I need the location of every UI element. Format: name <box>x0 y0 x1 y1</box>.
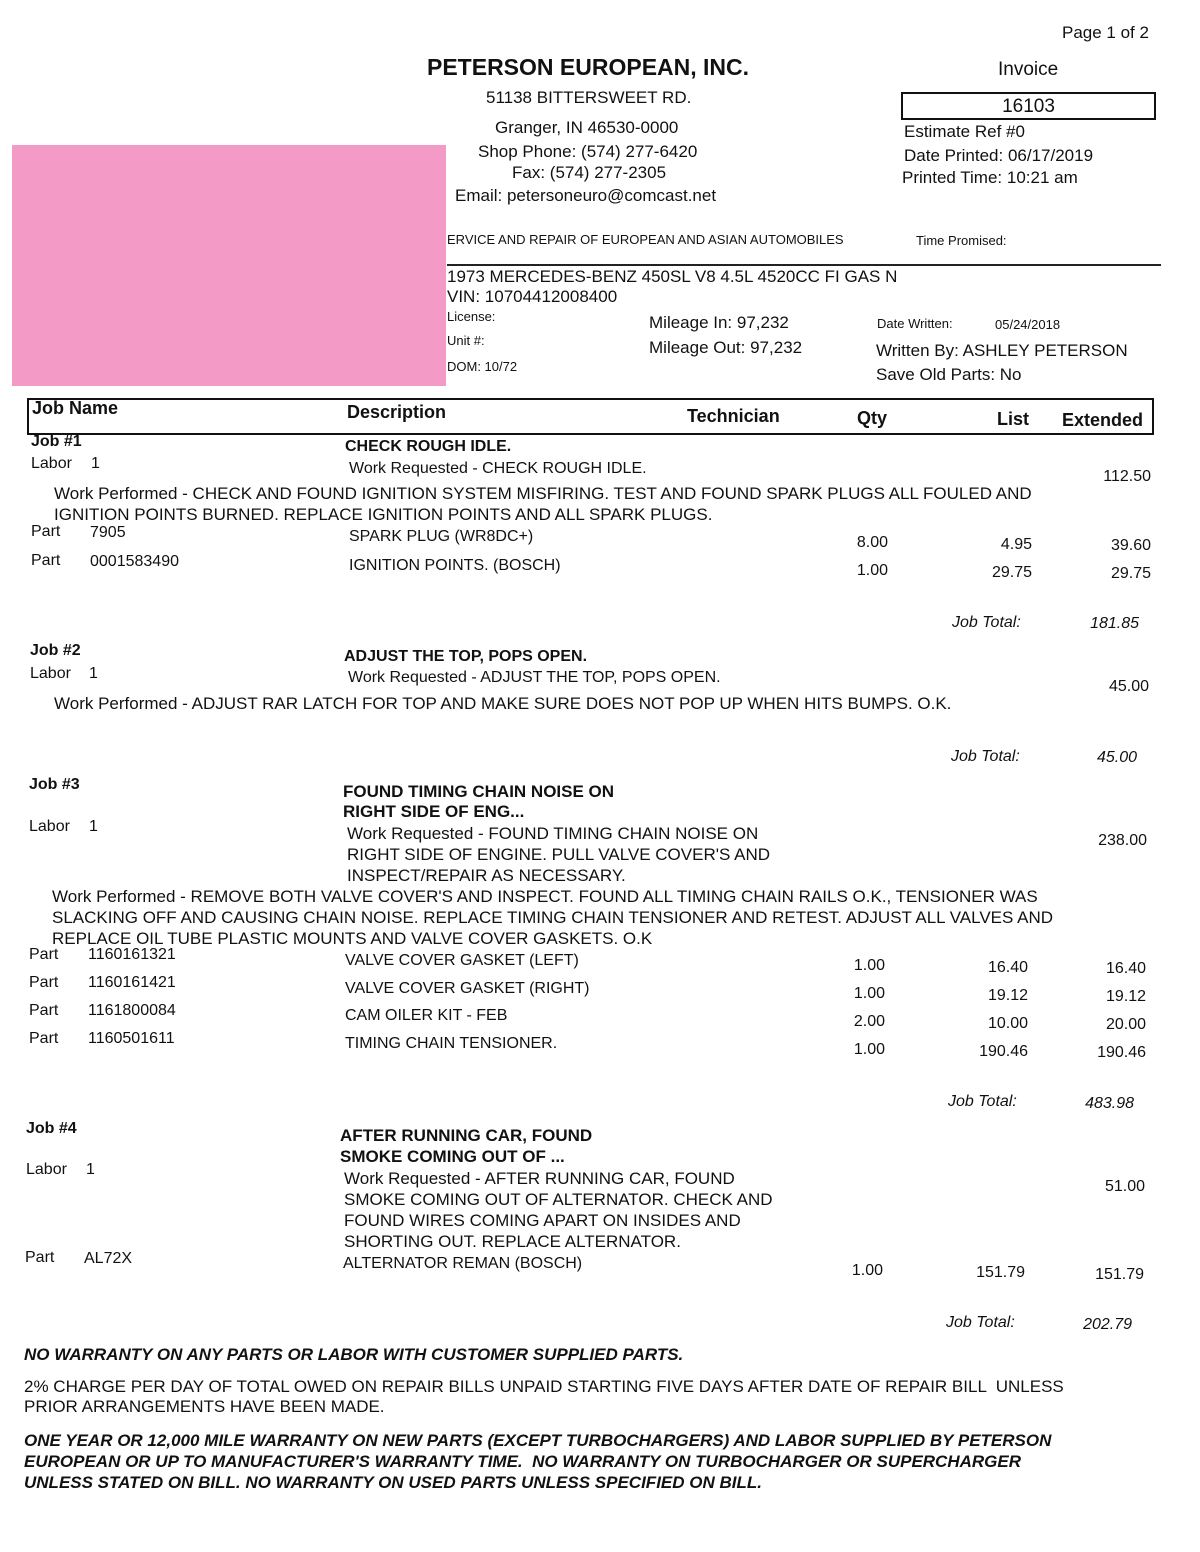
col-list: List <box>997 409 1030 429</box>
part-qty: 1.00 <box>851 1262 883 1279</box>
labor-amount: 238.00 <box>1098 832 1147 849</box>
shop-fax: Fax: (574) 277-2305 <box>512 163 667 182</box>
part-label: Part <box>25 1249 55 1266</box>
mileage-in: Mileage In: 97,232 <box>649 313 789 332</box>
part-list: 190.46 <box>979 1043 1028 1060</box>
work-requested: Work Requested - ADJUST THE TOP, POPS OPEN. <box>348 669 721 686</box>
work-performed: Work Performed - REMOVE BOTH VALVE COVER'S AND INSPECT. FOUND ALL TIMING CHAIN RAILS O.K., TENSIONER WAS SLACKING OFF AND CAUSING CHAIN NOISE. REPLACE TIMING CHAIN TENSIONER AND RETEST. ADJUST ALL VALVES AND REPLACE OIL TUBE PLASTIC MOUNTS AND VALVE COVER GASKETS. O.K <box>52 887 1054 948</box>
part-description: TIMING CHAIN TENSIONER. <box>345 1035 558 1052</box>
date-written-label: Date Written: <box>877 316 953 331</box>
dom: DOM: 10/72 <box>447 359 518 374</box>
part-list: 151.79 <box>976 1264 1025 1281</box>
part-number: 0001583490 <box>90 553 179 570</box>
part-qty: 8.00 <box>856 534 888 551</box>
part-description: VALVE COVER GASKET (RIGHT) <box>345 980 590 997</box>
part-label: Part <box>29 1002 59 1019</box>
part-label: Part <box>29 1030 59 1047</box>
vehicle-vin: VIN: 10704412008400 <box>447 287 618 306</box>
labor-qty: 1 <box>91 455 100 472</box>
labor-label: Labor <box>30 665 71 682</box>
part-extended: 151.79 <box>1095 1266 1144 1283</box>
date-written: 05/24/2018 <box>995 317 1061 332</box>
part-list: 29.75 <box>991 564 1032 581</box>
job-total: 202.79 <box>1083 1316 1132 1333</box>
job-id: Job #1 <box>31 433 82 450</box>
shop-tagline: ERVICE AND REPAIR OF EUROPEAN AND ASIAN AUTOMOBILES <box>447 232 844 247</box>
job-title: FOUND TIMING CHAIN NOISE ON RIGHT SIDE OF ENG... <box>343 782 615 821</box>
shop-address: 51138 BITTERSWEET RD. <box>486 88 692 107</box>
part-description: IGNITION POINTS. (BOSCH) <box>349 557 561 574</box>
work-performed: Work Performed - ADJUST RAR LATCH FOR TOP AND MAKE SURE DOES NOT POP UP WHEN HITS BUMPS. O.K. <box>54 694 952 713</box>
work-performed: Work Performed - CHECK AND FOUND IGNITION SYSTEM MISFIRING. TEST AND FOUND SPARK PLUGS ALL FOULED AND IGNITION POINTS BURNED. REPLACE IGNITION POINTS AND ALL SPARK PLUGS. <box>54 484 1032 524</box>
part-label: Part <box>31 523 61 540</box>
work-requested: Work Requested - FOUND TIMING CHAIN NOISE ON RIGHT SIDE OF ENGINE. PULL VALVE COVER'S AND INSPECT/REPAIR AS NECESSARY. <box>347 824 770 885</box>
col-qty: Qty <box>857 408 888 428</box>
mileage-out: Mileage Out: 97,232 <box>649 338 803 357</box>
job-id: Job #4 <box>26 1120 77 1137</box>
unit-label: Unit #: <box>447 333 485 348</box>
vehicle-description: 1973 MERCEDES-BENZ 450SL V8 4.5L 4520CC FI GAS N <box>447 267 898 286</box>
job-total-label: Job Total: <box>951 748 1020 765</box>
estimate-ref: Estimate Ref #0 <box>904 122 1025 141</box>
part-extended: 190.46 <box>1097 1044 1146 1061</box>
part-list: 4.95 <box>1000 536 1032 553</box>
written-by: Written By: ASHLEY PETERSON <box>876 341 1128 360</box>
labor-amount: 45.00 <box>1108 678 1149 695</box>
late-charge-notice: 2% CHARGE PER DAY OF TOTAL OWED ON REPAIR BILLS UNPAID STARTING FIVE DAYS AFTER DATE OF REPAIR BILL UNLESS PRIOR ARRANGEMENTS HAVE BEEN MADE. <box>24 1377 1064 1416</box>
labor-label: Labor <box>26 1161 67 1178</box>
part-extended: 19.12 <box>1105 988 1146 1005</box>
labor-label: Labor <box>31 455 72 472</box>
part-number: 7905 <box>90 524 126 541</box>
part-description: CAM OILER KIT - FEB <box>345 1007 508 1024</box>
part-number: AL72X <box>84 1250 133 1267</box>
job-id: Job #2 <box>30 642 81 659</box>
part-list: 10.00 <box>987 1015 1028 1032</box>
part-qty: 2.00 <box>853 1013 885 1030</box>
col-extended: Extended <box>1062 410 1144 430</box>
job-total: 181.85 <box>1090 615 1139 632</box>
part-qty: 1.00 <box>853 985 885 1002</box>
job-total-label: Job Total: <box>948 1093 1017 1110</box>
shop-city: Granger, IN 46530-0000 <box>495 118 679 137</box>
part-number: 1160501611 <box>88 1030 175 1047</box>
part-list: 19.12 <box>987 987 1028 1004</box>
job-title: AFTER RUNNING CAR, FOUND SMOKE COMING OUT OF ... <box>340 1126 593 1166</box>
work-requested: Work Requested - CHECK ROUGH IDLE. <box>349 460 647 477</box>
job-title: ADJUST THE TOP, POPS OPEN. <box>344 648 588 665</box>
table-header <box>27 398 1154 435</box>
part-list: 16.40 <box>987 959 1028 976</box>
job-total: 45.00 <box>1096 749 1137 766</box>
time-promised-label: Time Promised: <box>916 233 1007 248</box>
job-id: Job #3 <box>29 776 80 793</box>
job-total-label: Job Total: <box>952 614 1021 631</box>
printed-time: Printed Time: 10:21 am <box>902 168 1078 187</box>
invoice-number: 16103 <box>901 92 1156 120</box>
labor-label: Labor <box>29 818 70 835</box>
job-total-label: Job Total: <box>946 1314 1015 1331</box>
part-extended: 20.00 <box>1105 1016 1146 1033</box>
labor-qty: 1 <box>86 1161 95 1178</box>
part-qty: 1.00 <box>856 562 888 579</box>
job-total: 483.98 <box>1085 1095 1134 1112</box>
part-label: Part <box>31 552 61 569</box>
part-extended: 29.75 <box>1110 565 1151 582</box>
date-printed: Date Printed: 06/17/2019 <box>904 146 1094 165</box>
part-number: 1160161321 <box>88 946 176 963</box>
redacted-customer-block <box>12 145 446 386</box>
part-qty: 1.00 <box>853 1041 885 1058</box>
part-qty: 1.00 <box>853 957 885 974</box>
shop-phone: Shop Phone: (574) 277-6420 <box>478 142 698 161</box>
part-extended: 39.60 <box>1110 537 1151 554</box>
page-indicator: Page 1 of 2 <box>1062 23 1149 42</box>
part-description: VALVE COVER GASKET (LEFT) <box>345 952 579 969</box>
labor-amount: 51.00 <box>1104 1178 1145 1195</box>
warranty-notice: ONE YEAR OR 12,000 MILE WARRANTY ON NEW PARTS (EXCEPT TURBOCHARGERS) AND LABOR SUPPLIED BY PETERSON EUROPEAN OR UP TO MANUFACTURER'S WARRANTY TIME. NO WARRANTY ON TURBOCHARGER OR SUPERCHARGER UNLESS STATED ON BILL. NO WARRANTY ON USED PARTS UNLESS SPECIFIED ON BILL. <box>24 1431 1052 1492</box>
part-number: 1161800084 <box>88 1002 176 1019</box>
part-label: Part <box>29 974 59 991</box>
work-requested: Work Requested - AFTER RUNNING CAR, FOUND SMOKE COMING OUT OF ALTERNATOR. CHECK AND FOUND WIRES COMING APART ON INSIDES AND SHORTING OUT. REPLACE ALTERNATOR. <box>344 1169 773 1251</box>
shop-name: PETERSON EUROPEAN, INC. <box>427 54 750 80</box>
invoice-label: Invoice <box>998 59 1059 80</box>
part-number: 1160161421 <box>88 974 176 991</box>
customer-parts-disclaimer: NO WARRANTY ON ANY PARTS OR LABOR WITH CUSTOMER SUPPLIED PARTS. <box>24 1345 684 1364</box>
job-title: CHECK ROUGH IDLE. <box>345 438 512 455</box>
labor-qty: 1 <box>89 818 98 835</box>
labor-amount: 112.50 <box>1103 468 1151 485</box>
part-extended: 16.40 <box>1105 960 1146 977</box>
save-old-parts: Save Old Parts: No <box>876 365 1022 384</box>
col-description: Description <box>347 402 447 422</box>
labor-qty: 1 <box>89 665 98 682</box>
part-description: SPARK PLUG (WR8DC+) <box>349 528 534 545</box>
col-technician: Technician <box>687 406 780 426</box>
part-description: ALTERNATOR REMAN (BOSCH) <box>343 1255 583 1272</box>
col-job-name: Job Name <box>32 398 119 418</box>
license-label: License: <box>447 309 496 324</box>
shop-email: Email: petersoneuro@comcast.net <box>455 186 717 205</box>
part-label: Part <box>29 946 59 963</box>
header-divider <box>447 264 1161 266</box>
